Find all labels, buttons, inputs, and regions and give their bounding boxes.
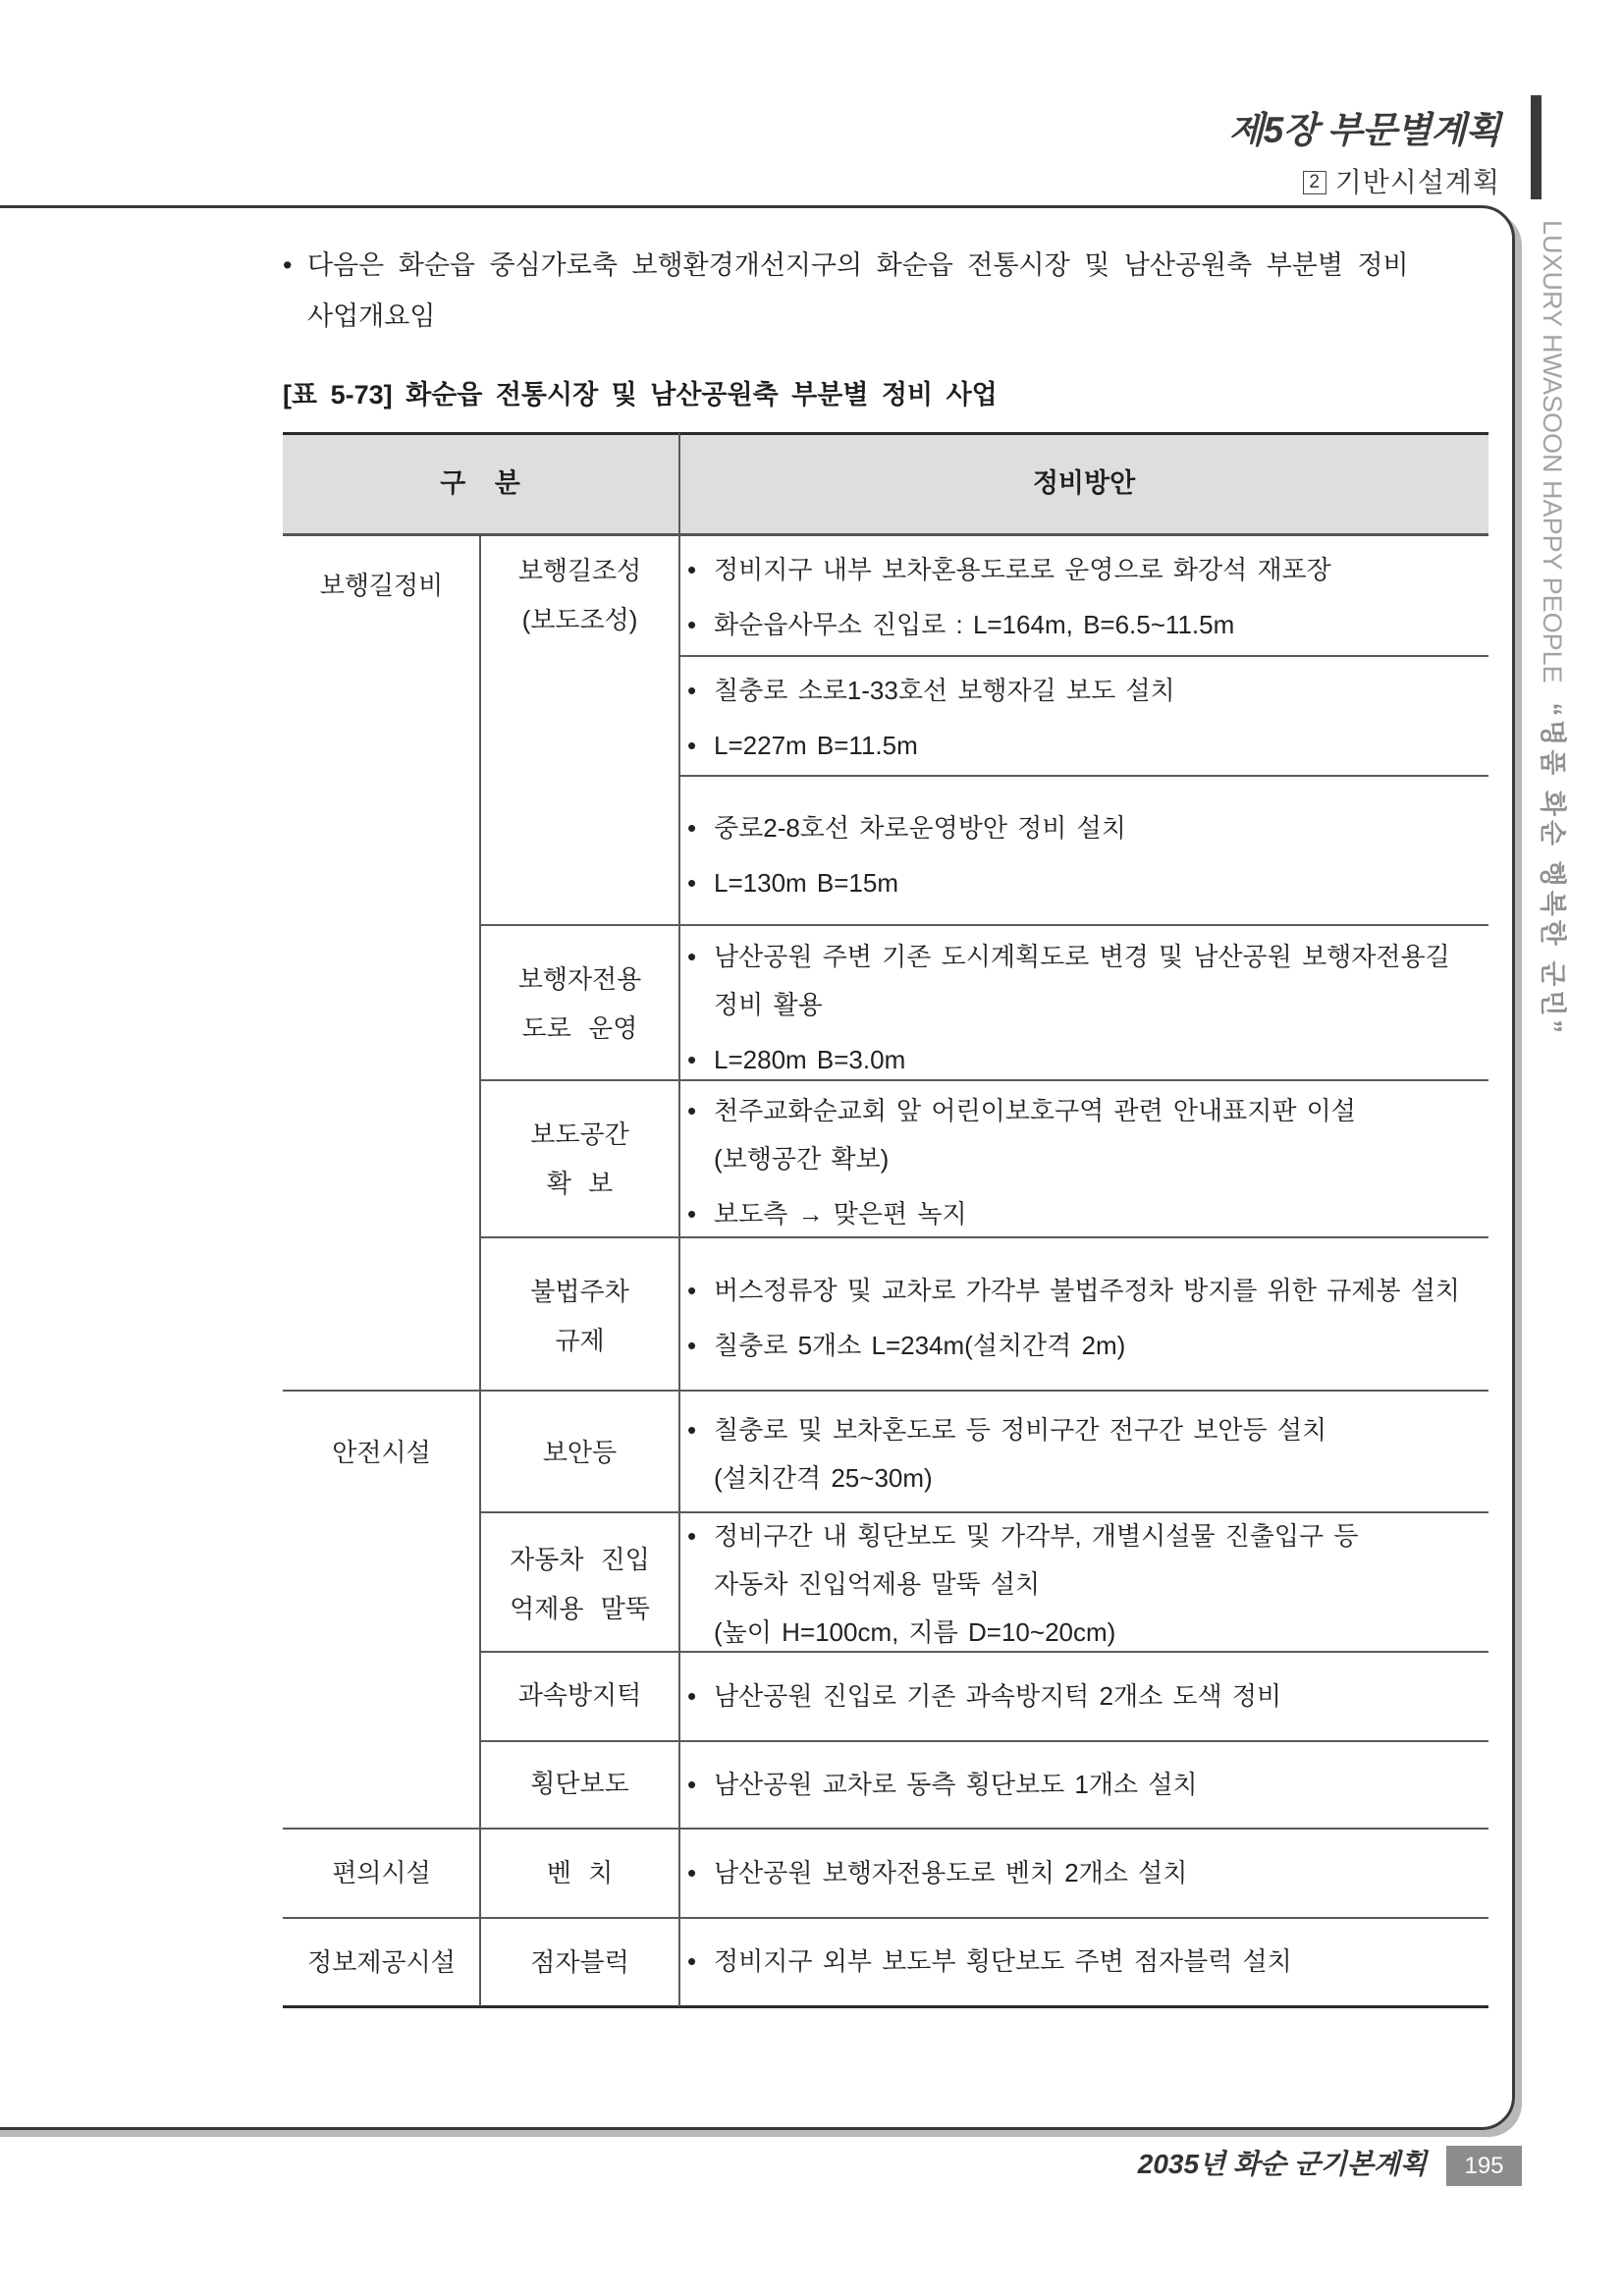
side-banner-english: LUXURY HWASOON HAPPY PEOPLE bbox=[1538, 220, 1567, 683]
intro-paragraph bbox=[283, 240, 1409, 342]
plan-line: L=227m B=11.5m bbox=[714, 731, 918, 760]
section-heading bbox=[1303, 166, 1500, 199]
plan-line: 천주교화순교회 앞 어린이보호구역 관련 안내표지판 이설 bbox=[714, 1096, 1356, 1125]
plan-line: 남산공원 교차로 동측 횡단보도 1개소 설치 bbox=[714, 1770, 1198, 1799]
plan-bullet-item bbox=[687, 1190, 1488, 1238]
plan-line: 칠충로 5개소 L=234m(설치간격 2m) bbox=[714, 1331, 1126, 1360]
subcategory-line: 억제용 말뚝 bbox=[510, 1594, 650, 1623]
side-banner bbox=[1537, 220, 1568, 1037]
bullet-icon: • bbox=[687, 555, 697, 584]
plan-cell bbox=[679, 1652, 1488, 1741]
intro-bullet-item bbox=[283, 240, 1409, 342]
subcategory-line: 보행자전용 bbox=[517, 964, 642, 994]
plan-cell bbox=[679, 656, 1488, 776]
bullet-icon: • bbox=[687, 1199, 697, 1229]
section-number-box: 2 bbox=[1303, 171, 1326, 194]
subcategory-line: 불법주차 bbox=[530, 1277, 629, 1306]
header-category: 구 분 bbox=[440, 468, 520, 498]
table-top-rule bbox=[283, 432, 1488, 435]
category-cell: 안전시설 bbox=[332, 1438, 431, 1467]
subcategory-cell bbox=[480, 1080, 679, 1237]
side-banner-korean: “명품 화순 행복한 군민” bbox=[1538, 702, 1567, 1037]
bullet-icon: • bbox=[687, 1415, 697, 1445]
subcategory-cell bbox=[480, 534, 679, 925]
plan-line: 버스정류장 및 교차로 가각부 불법주정차 방지를 위한 규제봉 설치 bbox=[714, 1276, 1460, 1305]
bullet-icon: • bbox=[687, 1681, 697, 1711]
bullet-icon: • bbox=[687, 868, 697, 898]
section-title: 기반시설계획 bbox=[1334, 167, 1500, 197]
subcategory-line: 벤 치 bbox=[546, 1858, 614, 1887]
bullet-icon: • bbox=[687, 1858, 697, 1887]
plan-bullet-item bbox=[687, 1267, 1488, 1315]
intro-line: 사업개요임 bbox=[307, 301, 436, 331]
bullet-icon: • bbox=[283, 250, 293, 280]
bullet-icon: • bbox=[687, 1331, 697, 1360]
plan-cell bbox=[679, 534, 1488, 656]
plan-line: 자동차 진입억제용 말뚝 설치 bbox=[714, 1569, 1041, 1599]
bullet-icon: • bbox=[687, 1276, 697, 1305]
bullet-icon: • bbox=[687, 610, 697, 639]
chapter-title: 제5장 부문별계획 bbox=[1228, 110, 1500, 150]
subcategory-cell bbox=[480, 1741, 679, 1829]
subcategory-cell bbox=[480, 1391, 679, 1512]
plan-bullet-item bbox=[687, 667, 1488, 715]
subcategory-line: 보행길조성 bbox=[517, 556, 642, 585]
plan-bullet-item bbox=[687, 722, 1488, 770]
plan-cell bbox=[679, 1080, 1488, 1237]
plan-line: 정비지구 외부 보도부 횡단보도 주변 점자블럭 설치 bbox=[714, 1946, 1292, 1976]
plan-bullet-item bbox=[687, 601, 1488, 649]
plan-cell bbox=[679, 1391, 1488, 1512]
subcategory-line: 보안등 bbox=[542, 1438, 618, 1467]
header-plan: 정비방안 bbox=[1032, 468, 1136, 498]
subcategory-cell bbox=[480, 1512, 679, 1652]
plan-bullet-item bbox=[687, 859, 1488, 907]
bullet-icon: • bbox=[687, 676, 697, 705]
footer-title: 2035년 화순 군기본계획 bbox=[1137, 2149, 1427, 2179]
subcategory-cell bbox=[480, 1652, 679, 1741]
subcategory-cell bbox=[480, 1237, 679, 1391]
plan-line: 남산공원 진입로 기존 과속방지턱 2개소 도색 정비 bbox=[714, 1681, 1282, 1711]
subcategory-line: 점자블럭 bbox=[530, 1947, 629, 1977]
subcategory-line: (보도조성) bbox=[521, 605, 638, 634]
plan-line: 남산공원 주변 기존 도시계획도로 변경 및 남산공원 보행자전용길 bbox=[714, 942, 1450, 971]
plan-cell bbox=[679, 776, 1488, 925]
category-cell: 정보제공시설 bbox=[307, 1947, 456, 1977]
subcategory-line: 도로 운영 bbox=[521, 1013, 638, 1043]
plan-cell bbox=[679, 1512, 1488, 1652]
subcategory-cell bbox=[480, 1918, 679, 2007]
plan-bullet-item bbox=[687, 546, 1488, 594]
bullet-icon: • bbox=[687, 813, 697, 843]
subcategory-line: 확 보 bbox=[546, 1169, 614, 1198]
plan-bullet-item bbox=[687, 1406, 1488, 1503]
subcategory-line: 규제 bbox=[555, 1326, 605, 1355]
subcategory-line: 자동차 진입 bbox=[510, 1545, 650, 1574]
plan-cell bbox=[679, 1829, 1488, 1918]
plan-cell bbox=[679, 1237, 1488, 1391]
plan-line: 정비지구 내부 보차혼용도로로 운영으로 화강석 재포장 bbox=[714, 555, 1331, 584]
bullet-icon: • bbox=[687, 1946, 697, 1976]
project-table bbox=[283, 433, 1488, 2007]
plan-bullet-item bbox=[687, 1512, 1488, 1657]
subcategory-line: 과속방지턱 bbox=[517, 1680, 642, 1710]
subcategory-cell bbox=[480, 925, 679, 1080]
plan-line: 정비 활용 bbox=[714, 990, 823, 1019]
bullet-icon: • bbox=[687, 1045, 697, 1074]
category-cell: 보행길정비 bbox=[319, 571, 444, 600]
plan-bullet-item bbox=[687, 1087, 1488, 1183]
plan-line: L=280m B=3.0m bbox=[714, 1045, 906, 1074]
plan-bullet-item bbox=[687, 1849, 1488, 1897]
plan-bullet-item bbox=[687, 933, 1488, 1029]
plan-line: 남산공원 보행자전용도로 벤치 2개소 설치 bbox=[714, 1858, 1188, 1887]
plan-line: (보행공간 확보) bbox=[714, 1144, 890, 1174]
plan-bullet-item bbox=[687, 804, 1488, 852]
header-bar bbox=[1531, 95, 1542, 199]
bullet-icon: • bbox=[687, 1770, 697, 1799]
plan-line: 중로2-8호선 차로운영방안 정비 설치 bbox=[714, 813, 1126, 843]
plan-line: (설치간격 25~30m) bbox=[714, 1463, 933, 1493]
bullet-icon: • bbox=[687, 1096, 697, 1125]
plan-bullet-item bbox=[687, 1761, 1488, 1809]
plan-line: 화순읍사무소 진입로 : L=164m, B=6.5~11.5m bbox=[714, 610, 1235, 639]
plan-line: 보도측 → 맞은편 녹지 bbox=[714, 1199, 967, 1229]
plan-bullet-item bbox=[687, 1322, 1488, 1370]
subcategory-line: 보도공간 bbox=[530, 1120, 629, 1149]
plan-line: 칠충로 소로1-33호선 보행자길 보도 설치 bbox=[714, 676, 1175, 705]
plan-line: 정비구간 내 횡단보도 및 가각부, 개별시설물 진출입구 등 bbox=[714, 1521, 1359, 1551]
table-caption: [표 5-73] 화순읍 전통시장 및 남산공원축 부분별 정비 사업 bbox=[283, 380, 998, 410]
plan-line: (높이 H=100cm, 지름 D=10~20cm) bbox=[714, 1617, 1116, 1647]
category-cell: 편의시설 bbox=[332, 1858, 431, 1887]
plan-cell bbox=[679, 1741, 1488, 1829]
plan-bullet-item bbox=[687, 1938, 1488, 1986]
intro-line: 다음은 화순읍 중심가로축 보행환경개선지구의 화순읍 전통시장 및 남산공원축 부분별 정비 bbox=[307, 250, 1409, 280]
plan-cell bbox=[679, 1918, 1488, 2007]
plan-cell bbox=[679, 925, 1488, 1080]
plan-line: 칠충로 및 보차혼도로 등 정비구간 전구간 보안등 설치 bbox=[714, 1415, 1327, 1445]
subcategory-line: 횡단보도 bbox=[530, 1769, 629, 1798]
subcategory-cell bbox=[480, 1829, 679, 1918]
plan-bullet-item bbox=[687, 1672, 1488, 1721]
bullet-icon: • bbox=[687, 731, 697, 760]
plan-line: L=130m B=15m bbox=[714, 868, 899, 898]
page-number: 195 bbox=[1446, 2146, 1522, 2186]
bullet-icon: • bbox=[687, 1521, 697, 1551]
plan-bullet-item bbox=[687, 1036, 1488, 1084]
bullet-icon: • bbox=[687, 942, 697, 971]
